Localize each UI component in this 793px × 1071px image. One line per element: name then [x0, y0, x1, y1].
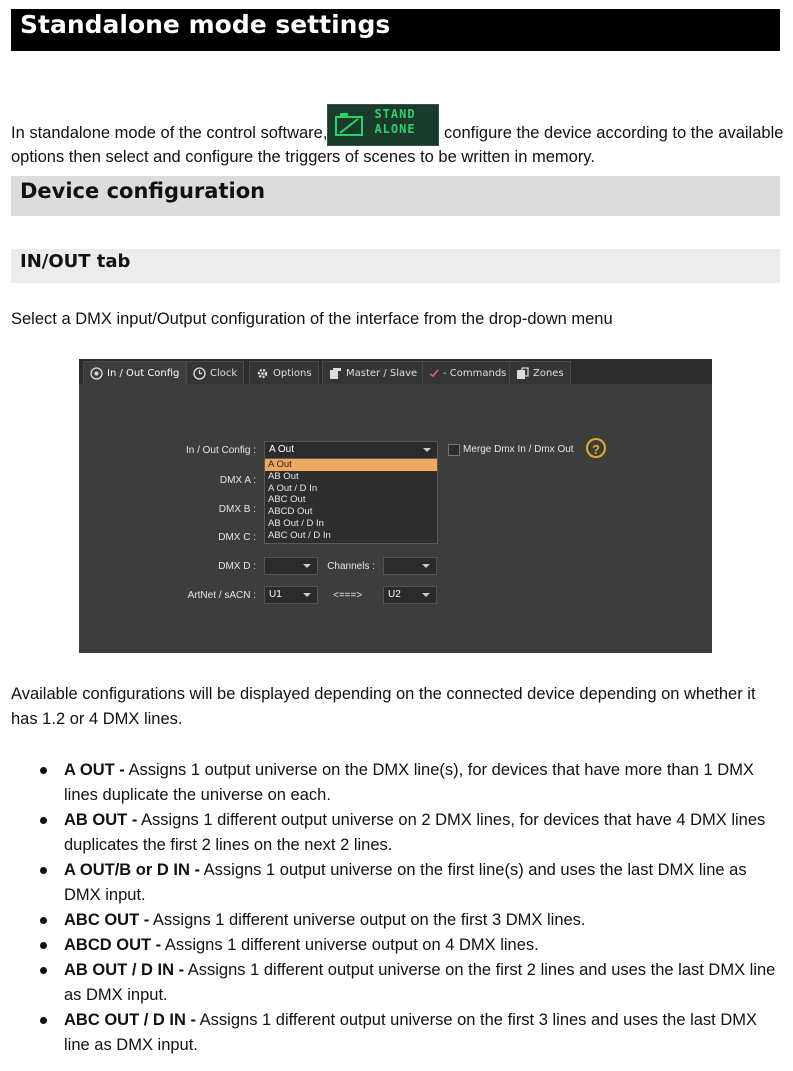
dmx-a-label: DMX A : — [219, 475, 256, 486]
tab-options[interactable]: Options — [249, 361, 319, 384]
windows-icon — [329, 367, 342, 380]
available-configurations-paragraph: Available configurations will be displayed depending on the connected device depending on whether it has 1.2 or 4 DMX lines. — [11, 685, 756, 728]
dropdown-option-ab-out[interactable]: AB Out — [268, 470, 299, 482]
inout-config-dropdown — [264, 458, 438, 544]
clock-icon — [193, 367, 206, 380]
chevron-down-icon — [422, 564, 430, 568]
tab-inout-config[interactable]: In / Out Config — [83, 361, 186, 384]
dropdown-option-abc-out-d-in[interactable]: ABC Out / D In — [268, 529, 331, 541]
cog-icon — [256, 367, 269, 380]
dropdown-option-abc-out[interactable]: ABC Out — [268, 494, 306, 506]
tab-bar — [79, 359, 712, 384]
select-instruction: Select a DMX input/Output configuration of the interface from the drop-down menu — [11, 310, 613, 328]
tab-zones[interactable]: Zones — [509, 361, 571, 384]
dmx-c-label: DMX C : — [218, 532, 256, 543]
inout-config-select[interactable]: A Out — [264, 441, 438, 459]
page-title: Standalone mode settings — [11, 9, 780, 51]
intro-text-after: configure the device according to the available options then select and configure the triggers of scenes to be written in memory. — [11, 124, 784, 166]
chevron-down-icon — [303, 593, 311, 597]
merge-dmx-checkbox[interactable] — [448, 444, 460, 456]
dropdown-option-ab-out-d-in[interactable]: AB Out / D In — [268, 517, 324, 529]
section-heading-inout-tab: IN/OUT tab — [11, 249, 780, 283]
tab-master-slave[interactable]: Master / Slave — [322, 361, 424, 384]
chevron-down-icon — [423, 448, 431, 452]
artnet-sacn-label: ArtNet / sACN : — [187, 590, 256, 601]
tab-clock[interactable]: Clock — [186, 361, 244, 384]
configuration-list — [36, 758, 776, 1058]
dmx-b-label: DMX B : — [218, 504, 256, 515]
chevron-down-icon — [422, 593, 430, 597]
standalone-device-icon — [334, 111, 366, 139]
dropdown-option-abcd-out[interactable]: ABCD Out — [268, 506, 313, 518]
mapping-arrows: <===> — [333, 590, 363, 601]
list-item: AB OUT / D IN - Assigns 1 different output universe on the first 2 lines and uses the last DMX line as DMX input. — [36, 958, 776, 1008]
standalone-logo-icon — [327, 104, 439, 146]
intro-text-before: In standalone mode of the control software, — [11, 124, 328, 142]
list-item: AB OUT - Assigns 1 different output universe on 2 DMX lines, for devices that have 4 DMX lines duplicates the first 2 lines on the next 2 lines. — [36, 808, 776, 858]
artnet-universe-in-select[interactable]: U1 — [264, 586, 318, 604]
list-item: ABC OUT - Assigns 1 different universe output on the first 3 DMX lines. — [36, 908, 776, 933]
intro-paragraph — [11, 104, 786, 169]
help-icon[interactable]: ? — [586, 438, 606, 458]
inout-config-label: In / Out Config : — [185, 445, 256, 456]
merge-dmx-label: Merge Dmx In / Dmx Out — [463, 444, 574, 455]
channels-label: Channels : — [327, 561, 375, 572]
standalone-logo-text: STAND ALONE — [374, 107, 416, 136]
gear-circle-icon — [90, 367, 103, 380]
list-item: ABCD OUT - Assigns 1 different universe output on 4 DMX lines. — [36, 933, 776, 958]
dmx-d-label: DMX D : — [218, 561, 256, 572]
dropdown-option-a-out-d-in[interactable]: A Out / D In — [268, 482, 318, 494]
list-item: ABC OUT / D IN - Assigns 1 different output universe on the first 3 lines and uses the last DMX line as DMX input. — [36, 1008, 776, 1058]
artnet-universe-out-select[interactable]: U2 — [383, 586, 437, 604]
list-item: A OUT/B or D IN - Assigns 1 output universe on the first line(s) and uses the last DMX line as DMX input. — [36, 858, 776, 908]
list-item: A OUT - Assigns 1 output universe on the DMX line(s), for devices that have more than 1 DMX lines duplicate the universe on each. — [36, 758, 776, 808]
zones-icon — [516, 367, 529, 380]
tab-commands[interactable]: - Commands — [422, 361, 513, 384]
section-heading-device-configuration: Device configuration — [11, 176, 780, 216]
dropdown-option-a-out[interactable]: A Out — [265, 459, 437, 471]
channels-select[interactable] — [383, 557, 437, 575]
check-icon — [429, 368, 439, 378]
